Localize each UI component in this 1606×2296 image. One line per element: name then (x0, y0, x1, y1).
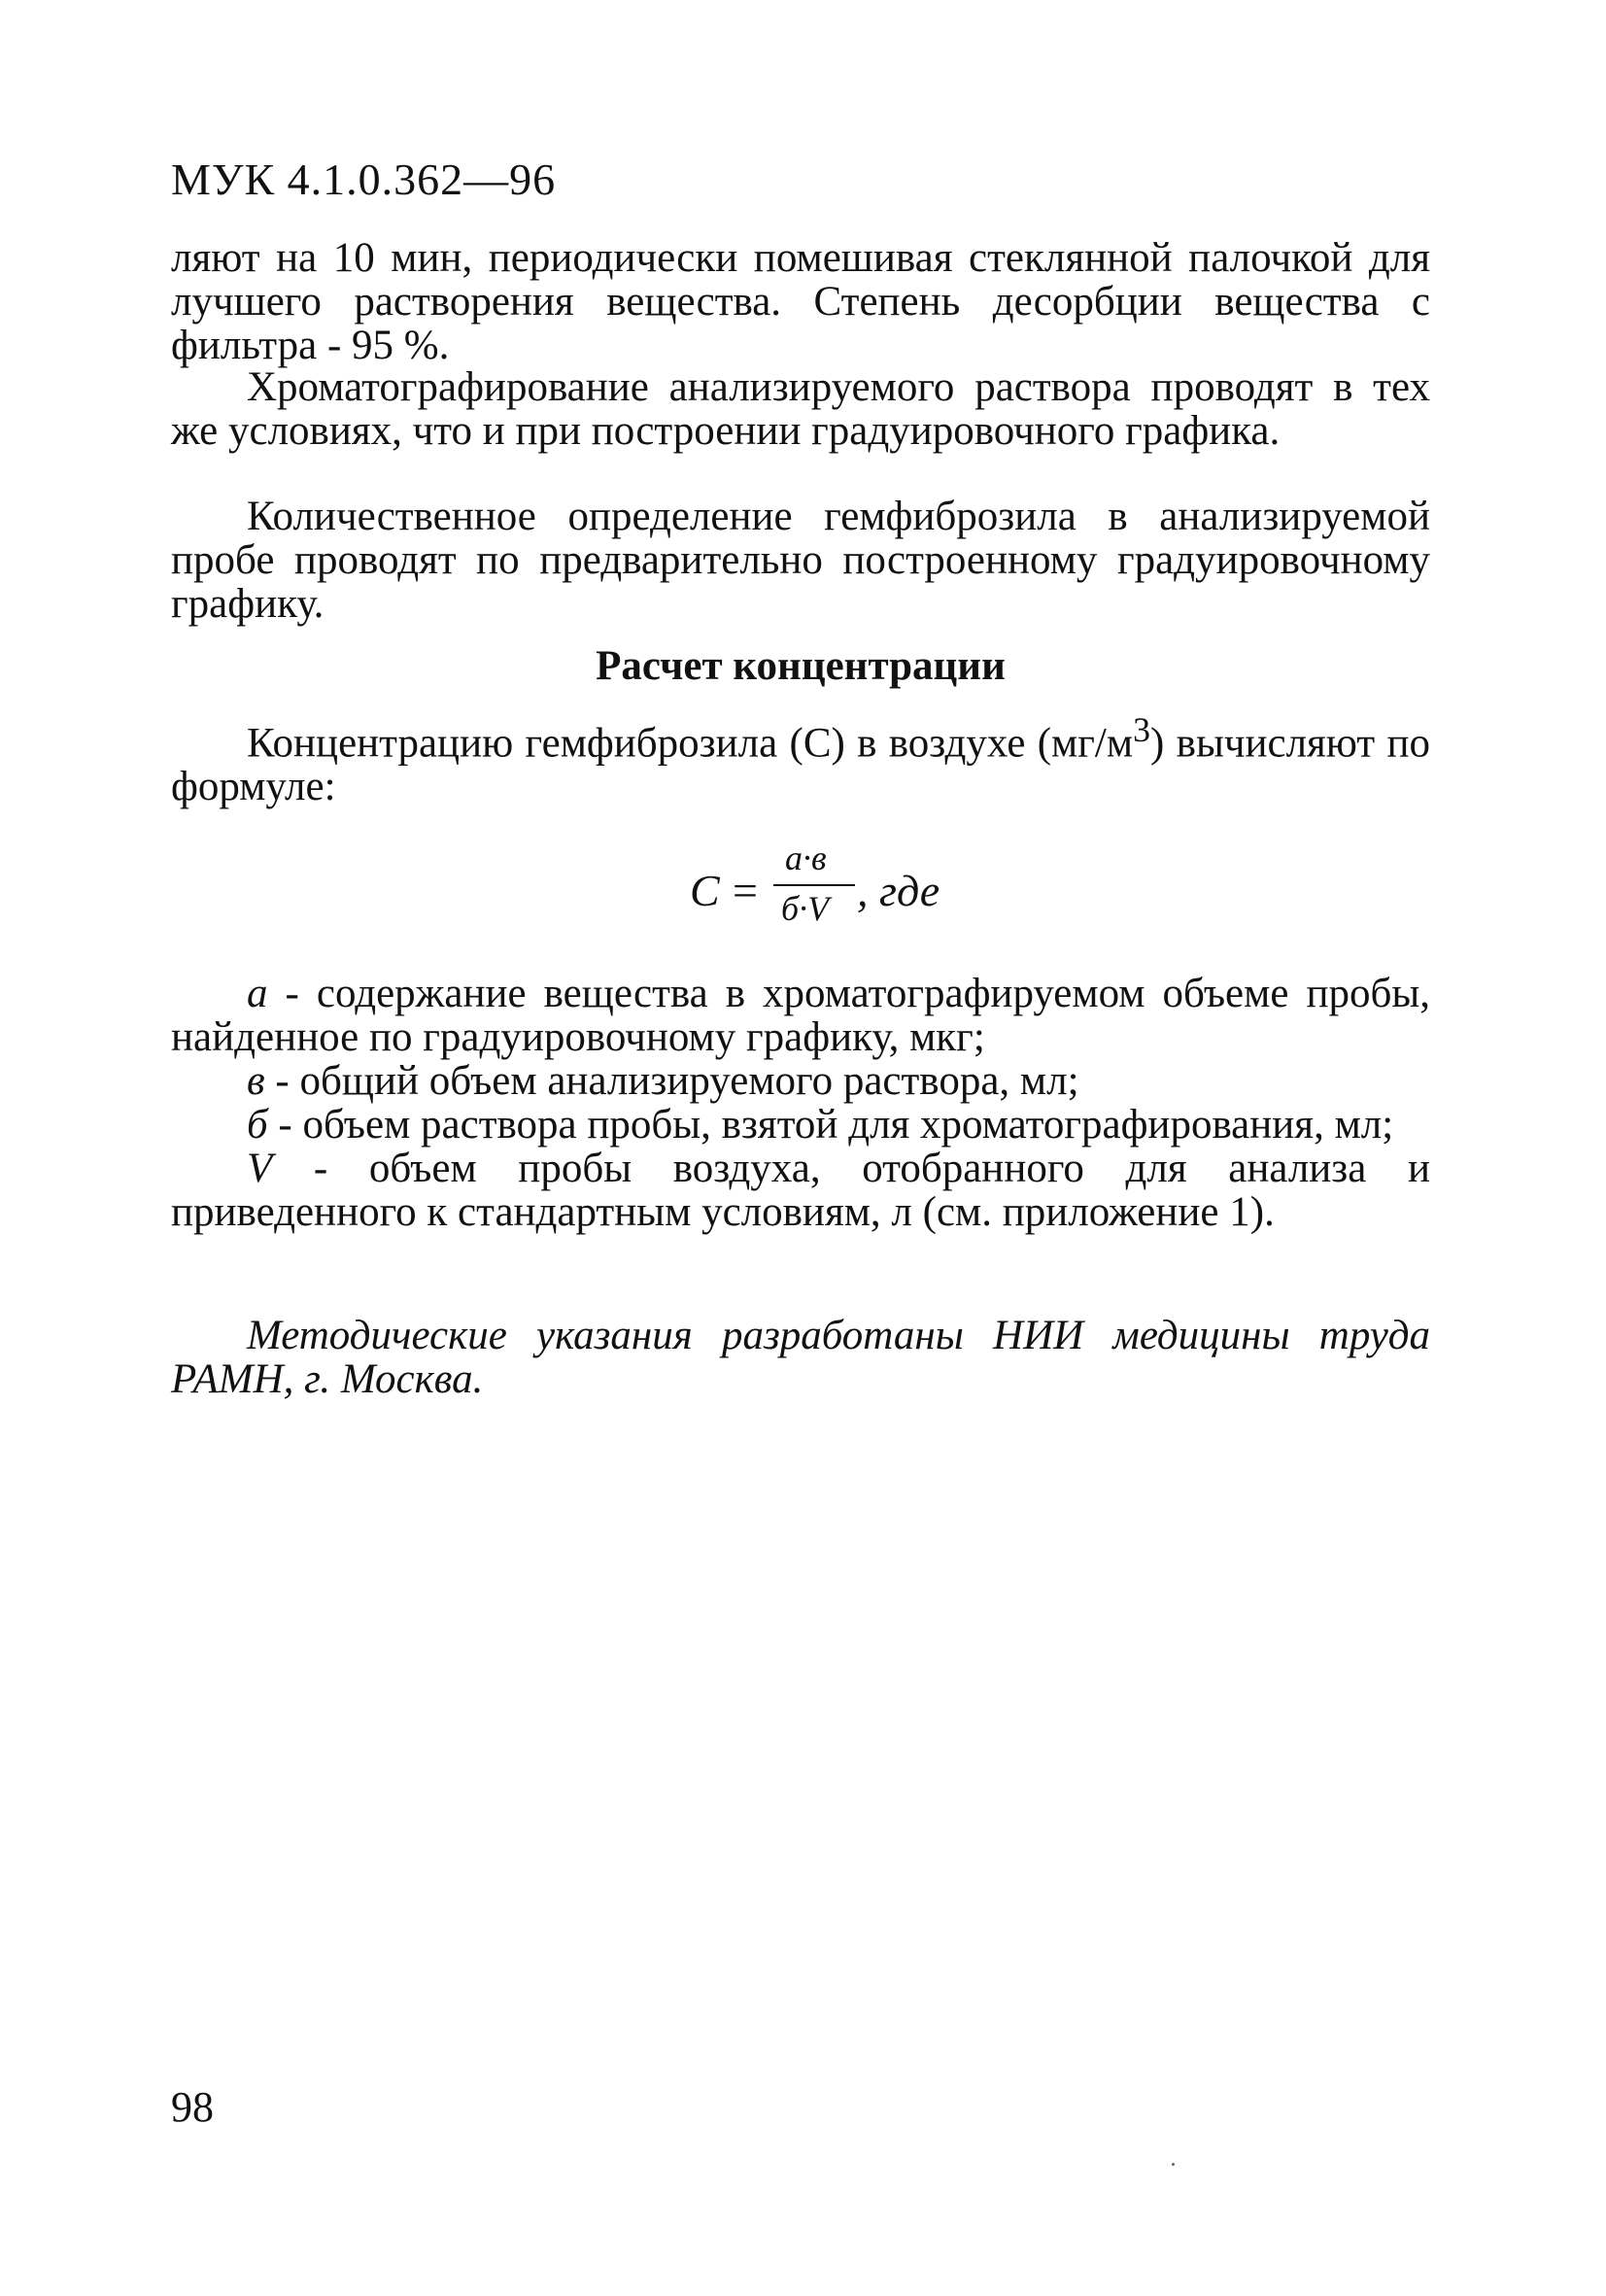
paragraph-chromatography (171, 365, 1430, 453)
scan-speck (1172, 2163, 1175, 2166)
definition-text: - содержание вещества в хроматографируемом объеме пробы, найденное по градуировочному графику, мкг; (171, 971, 1430, 1060)
definitions-list (171, 972, 1430, 1234)
paragraph-text: Количественное определение гемфиброзила в анализируемой пробе проводят по предварительно построенному градуировочному графику. (171, 494, 1430, 627)
definition-text: - общий объем анализируемого раствора, мл; (264, 1058, 1079, 1104)
document-code: МУК 4.1.0.362—96 (171, 154, 557, 204)
page-number: 98 (171, 2083, 214, 2131)
intro-text-after: ) вычисляют по формуле: (171, 720, 1430, 810)
definition-symbol: в (247, 1058, 265, 1104)
intro-text-before: Концентрацию гемфиброзила (С) в воздухе (мг/м (247, 720, 1134, 767)
paragraph-text (171, 708, 1430, 808)
formula-denominator: б·V (781, 889, 830, 928)
authorship-note: Методические указания разработаны НИИ медицины труда РАМН, г. Москва. (171, 1313, 1430, 1402)
section-heading: Расчет концентрации (596, 643, 1006, 689)
formula-equals: = (733, 866, 758, 915)
concentration-formula (690, 838, 1001, 944)
paragraph-text: Хроматографирование анализируемого раствора проводят в тех же условиях, что и при построении градуировочного графика. (171, 364, 1430, 454)
definition-item (171, 1103, 1430, 1147)
definition-item (171, 972, 1430, 1059)
formula-lhs: C (690, 866, 720, 915)
formula-numerator: а·в (785, 839, 827, 877)
definition-item (171, 1147, 1430, 1234)
definition-text: - объем раствора пробы, взятой для хроматографирования, мл; (267, 1102, 1394, 1148)
definition-symbol: а (247, 971, 268, 1016)
paragraph-text: ляют на 10 мин, периодически помешивая стеклянной палочкой для лучшего растворения вещества. Степень десорбции вещества с фильтра - 95 %. (171, 235, 1430, 368)
paragraph-formula-intro (171, 708, 1430, 808)
formula-suffix: , где (857, 866, 940, 915)
unit-superscript: 3 (1133, 710, 1150, 749)
paragraph-quantification (171, 495, 1430, 626)
definition-symbol: б (247, 1102, 268, 1148)
definition-symbol: V (247, 1146, 273, 1191)
definition-item (171, 1059, 1430, 1103)
definition-text: - объем пробы воздуха, отобранного для анализа и приведенного к стандартным условиям, л (см. приложение 1). (171, 1146, 1430, 1235)
fraction-bar (773, 884, 855, 886)
paragraph-desorption (171, 236, 1430, 367)
